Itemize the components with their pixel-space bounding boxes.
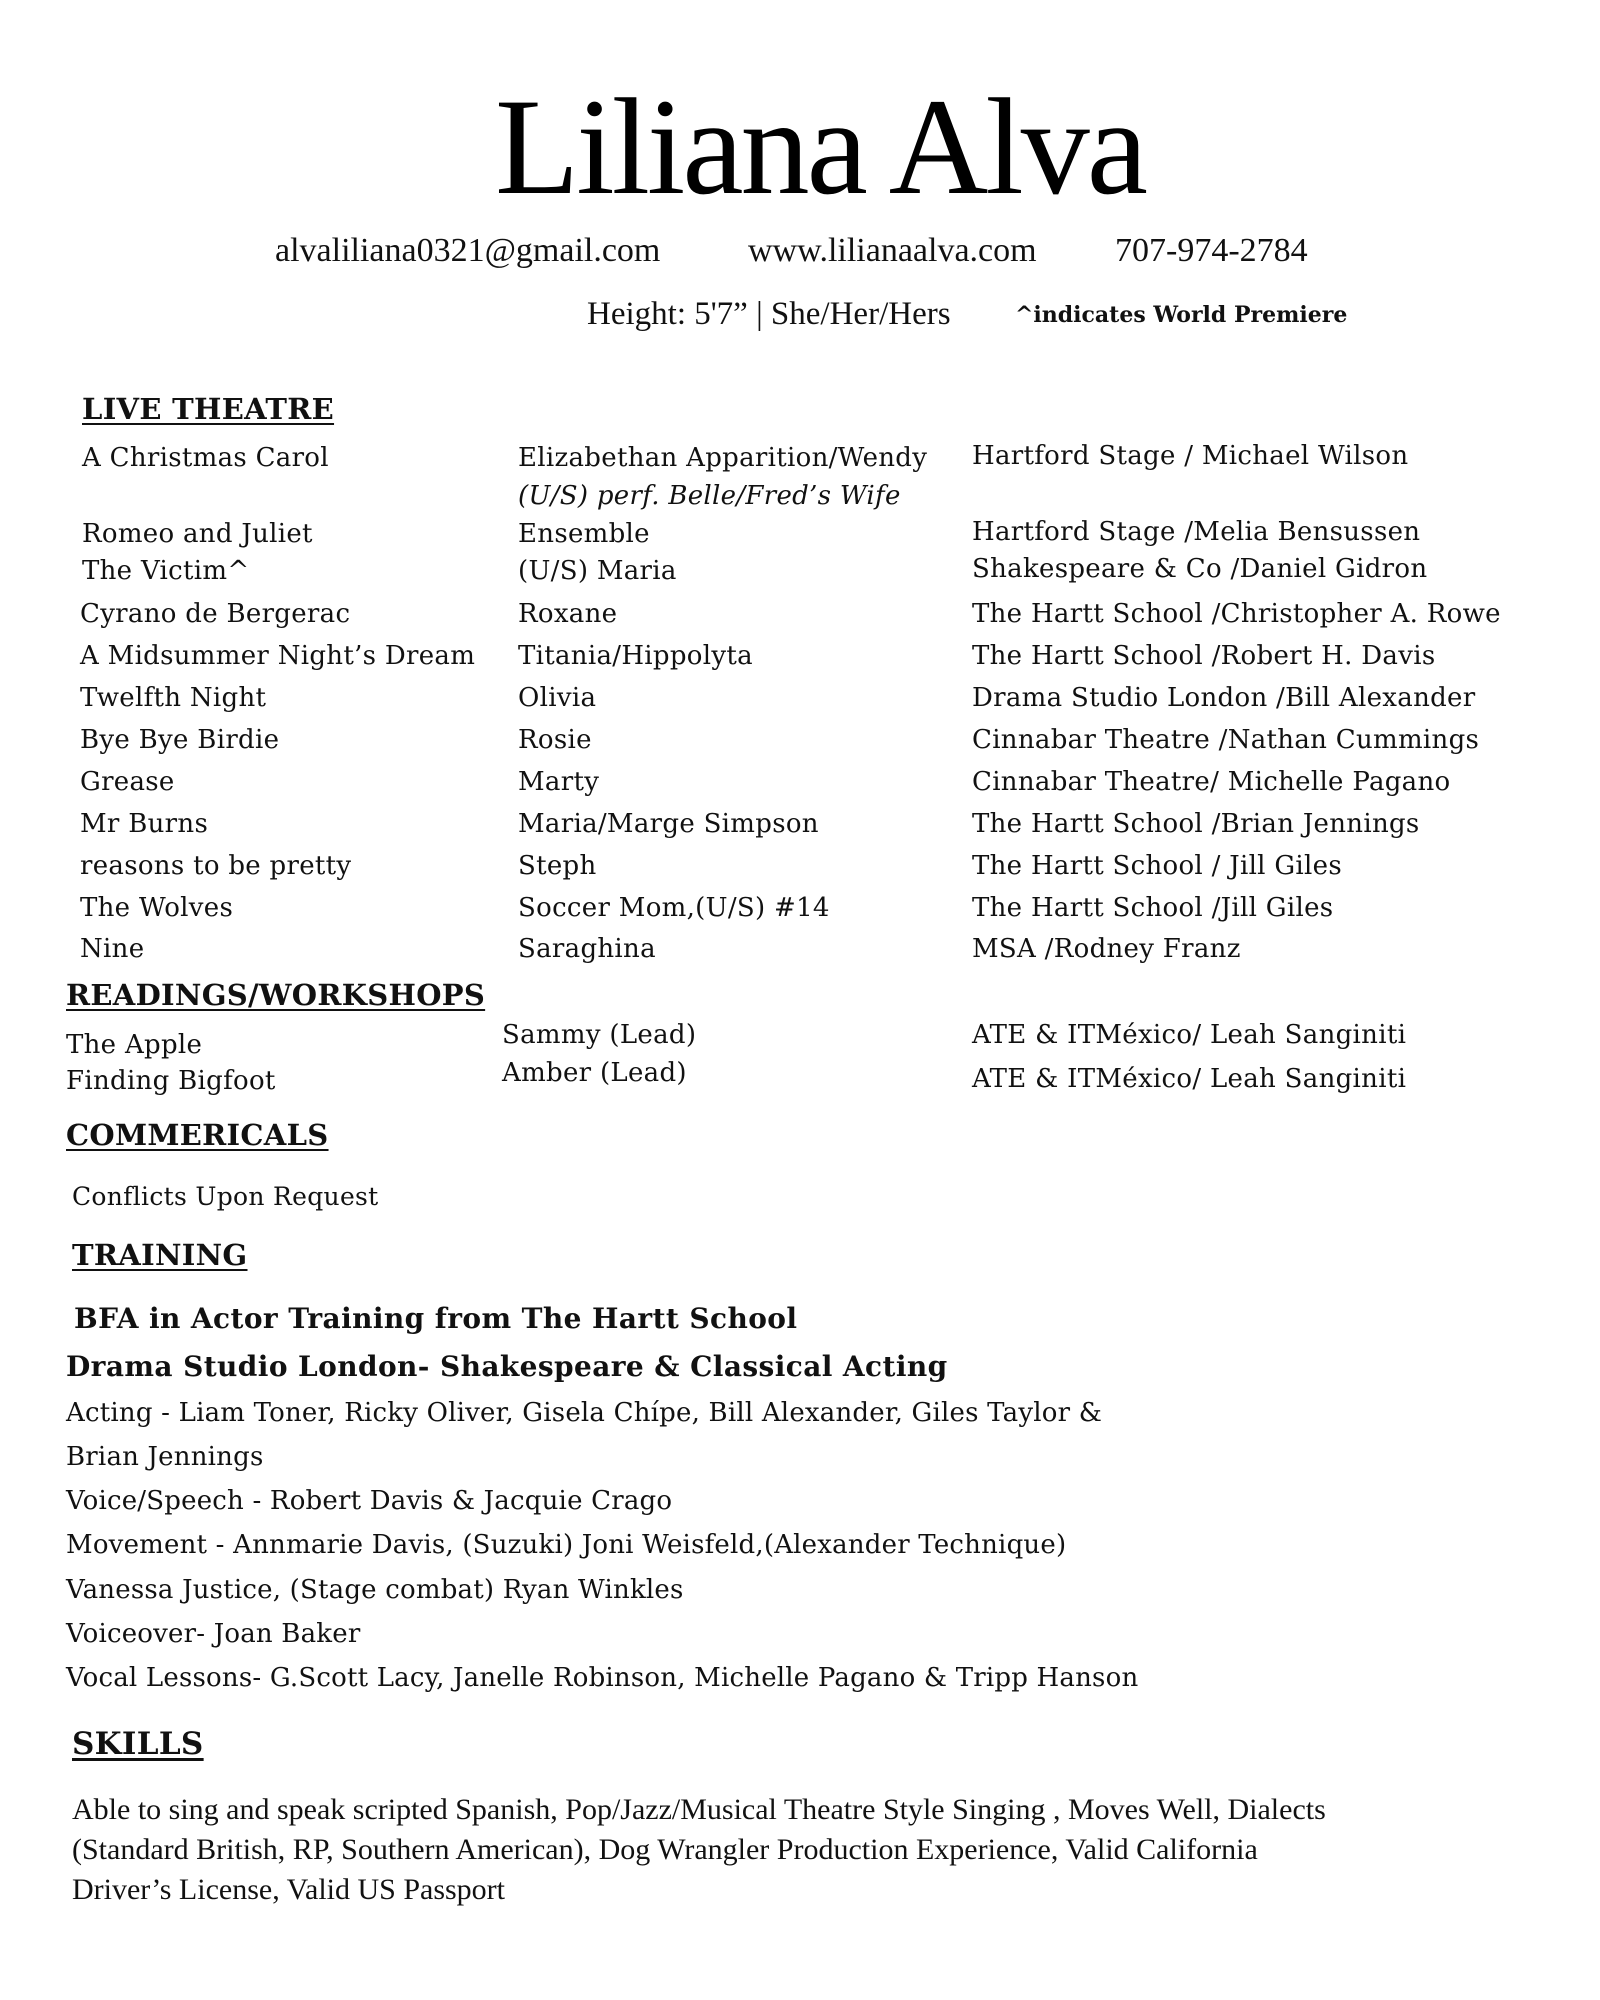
credit-role: Saraghina [518, 934, 656, 964]
credit-role: Elizabethan Apparition/Wendy [518, 443, 928, 473]
reading-role: Amber (Lead) [502, 1058, 687, 1088]
credit-show: reasons to be pretty [80, 851, 352, 881]
credit-show: Bye Bye Birdie [80, 725, 280, 755]
credit-role: Ensemble [518, 519, 650, 549]
phone: 707-974-2784 [1115, 232, 1308, 269]
credit-role-note: (U/S) perf. Belle/Fred’s Wife [518, 481, 901, 511]
credit-role: Olivia [518, 683, 597, 713]
credit-company: The Hartt School /Robert H. Davis [972, 641, 1436, 671]
training-program: Drama Studio London- Shakespeare & Classical Acting [66, 1350, 948, 1383]
commercials-heading: COMMERICALS [66, 1118, 329, 1152]
credit-role: Steph [518, 851, 597, 881]
skills-line: Able to sing and speak scripted Spanish, Pop/Jazz/Musical Theatre Style Singing , Moves Well, Dialects [72, 1793, 1326, 1826]
credit-role: Soccer Mom,(U/S) #14 [518, 893, 830, 923]
credit-role: Titania/Hippolyta [518, 641, 753, 671]
readings-heading: READINGS/WORKSHOPS [66, 978, 486, 1012]
credit-role: Rosie [518, 725, 592, 755]
training-degree: BFA in Actor Training from The Hartt School [74, 1302, 798, 1335]
credit-company: MSA /Rodney Franz [972, 934, 1241, 964]
credit-role: (U/S) Maria [518, 556, 677, 586]
credit-company: The Hartt School /Brian Jennings [972, 809, 1420, 839]
training-line: Voiceover- Joan Baker [66, 1619, 361, 1649]
credit-show: A Midsummer Night’s Dream [80, 641, 476, 671]
training-line: Vocal Lessons- G.Scott Lacy, Janelle Robinson, Michelle Pagano & Tripp Hanson [66, 1663, 1139, 1693]
training-line: Vanessa Justice, (Stage combat) Ryan Winkles [66, 1575, 684, 1605]
training-line: Voice/Speech - Robert Davis & Jacquie Crago [66, 1486, 673, 1516]
credit-role: Roxane [518, 599, 618, 629]
credit-show: A Christmas Carol [82, 443, 329, 473]
credit-company: The Hartt School /Jill Giles [972, 893, 1334, 923]
credit-role: Maria/Marge Simpson [518, 809, 819, 839]
resume-name: Liliana Alva [495, 70, 1145, 223]
credit-company: Hartford Stage / Michael Wilson [972, 441, 1409, 471]
credit-company: Drama Studio London /Bill Alexander [972, 683, 1476, 713]
credit-company: The Hartt School / Jill Giles [972, 851, 1342, 881]
premiere-note: ^indicates World Premiere [1015, 302, 1348, 328]
credit-show: Cyrano de Bergerac [80, 599, 351, 629]
training-line: Acting - Liam Toner, Ricky Oliver, Gisela Chípe, Bill Alexander, Giles Taylor & [66, 1398, 1103, 1428]
height-pronouns: Height: 5'7” | She/Her/Hers [587, 296, 951, 332]
reading-show: The Apple [66, 1030, 203, 1060]
credit-show: Grease [80, 767, 175, 797]
credit-show: Romeo and Juliet [82, 519, 313, 549]
reading-company: ATE & ITMéxico/ Leah Sanginiti [972, 1064, 1407, 1094]
live-theatre-heading: LIVE THEATRE [82, 392, 335, 426]
training-line: Movement - Annmarie Davis, (Suzuki) Joni Weisfeld,(Alexander Technique) [66, 1530, 1067, 1560]
credit-role: Marty [518, 767, 600, 797]
credit-show: Nine [80, 934, 145, 964]
credit-show: Twelfth Night [80, 683, 267, 713]
email[interactable]: alvaliliana0321@gmail.com [275, 232, 661, 269]
website[interactable]: www.lilianaalva.com [748, 232, 1037, 269]
skills-heading: SKILLS [72, 1726, 204, 1762]
credit-company: Cinnabar Theatre/ Michelle Pagano [972, 767, 1451, 797]
training-line: Brian Jennings [66, 1442, 264, 1472]
skills-line: (Standard British, RP, Southern American), Dog Wrangler Production Experience, Valid California [72, 1833, 1258, 1866]
reading-show: Finding Bigfoot [66, 1066, 276, 1096]
skills-line: Driver’s License, Valid US Passport [72, 1873, 506, 1906]
credit-company: Hartford Stage /Melia Bensussen [972, 517, 1421, 547]
skills-text [72, 1790, 1472, 1910]
reading-role: Sammy (Lead) [502, 1020, 697, 1050]
credit-show: The Wolves [80, 893, 234, 923]
credit-show: The Victim^ [82, 556, 250, 586]
commercials-conflicts: Conflicts Upon Request [72, 1182, 379, 1211]
credit-company: The Hartt School /Christopher A. Rowe [972, 599, 1501, 629]
training-heading: TRAINING [72, 1238, 248, 1272]
credit-show: Mr Burns [80, 809, 209, 839]
credit-company: Shakespeare & Co /Daniel Gidron [972, 554, 1428, 584]
credit-company: Cinnabar Theatre /Nathan Cummings [972, 725, 1480, 755]
reading-company: ATE & ITMéxico/ Leah Sanginiti [972, 1020, 1407, 1050]
